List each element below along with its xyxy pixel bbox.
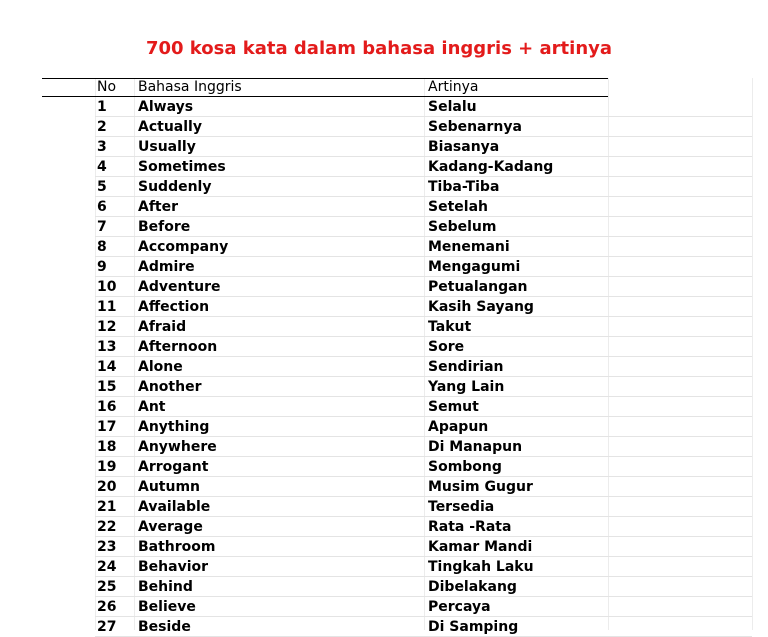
row-english-word: Behavior <box>138 559 209 575</box>
row-number: 4 <box>97 159 107 175</box>
row-meaning: Takut <box>428 319 472 335</box>
table-row <box>0 157 768 177</box>
row-meaning: Menemani <box>428 239 510 255</box>
row-english-word: Bathroom <box>138 539 216 555</box>
row-meaning: Tingkah Laku <box>428 559 534 575</box>
row-number: 10 <box>97 279 117 295</box>
row-number: 20 <box>97 479 117 495</box>
row-number: 15 <box>97 379 117 395</box>
row-meaning: Di Samping <box>428 619 519 635</box>
table-row <box>0 217 768 237</box>
row-meaning: Setelah <box>428 199 488 215</box>
row-number: 3 <box>97 139 107 155</box>
table-row <box>0 137 768 157</box>
table-row <box>0 477 768 497</box>
row-meaning: Sebelum <box>428 219 497 235</box>
row-english-word: Anywhere <box>138 439 217 455</box>
row-meaning: Sombong <box>428 459 502 475</box>
table-row <box>0 557 768 577</box>
table-row <box>0 357 768 377</box>
row-english-word: Admire <box>138 259 195 275</box>
table-row <box>0 277 768 297</box>
row-english-word: Usually <box>138 139 196 155</box>
row-english-word: Autumn <box>138 479 201 495</box>
table-row <box>0 237 768 257</box>
table-row <box>0 437 768 457</box>
header-english: Bahasa Inggris <box>138 79 242 95</box>
row-english-word: Affection <box>138 299 210 315</box>
table-row <box>0 197 768 217</box>
row-meaning: Apapun <box>428 419 489 435</box>
row-meaning: Sebenarnya <box>428 119 522 135</box>
table-row <box>0 117 768 137</box>
table-row <box>0 457 768 477</box>
row-meaning: Tiba-Tiba <box>428 179 500 195</box>
row-number: 8 <box>97 239 107 255</box>
row-english-word: Alone <box>138 359 183 375</box>
row-number: 27 <box>97 619 117 635</box>
row-english-word: Average <box>138 519 203 535</box>
row-meaning: Musim Gugur <box>428 479 533 495</box>
row-number: 22 <box>97 519 117 535</box>
row-english-word: Afternoon <box>138 339 218 355</box>
table-row <box>0 177 768 197</box>
row-number: 2 <box>97 119 107 135</box>
row-english-word: Suddenly <box>138 179 212 195</box>
header-meaning: Artinya <box>428 79 479 95</box>
table-row <box>0 517 768 537</box>
row-number: 9 <box>97 259 107 275</box>
table-row <box>0 597 768 617</box>
row-meaning: Selalu <box>428 99 477 115</box>
row-number: 23 <box>97 539 117 555</box>
row-english-word: Adventure <box>138 279 221 295</box>
row-english-word: Behind <box>138 579 193 595</box>
table-row <box>0 397 768 417</box>
row-number: 6 <box>97 199 107 215</box>
row-number: 5 <box>97 179 107 195</box>
row-meaning: Dibelakang <box>428 579 517 595</box>
row-number: 25 <box>97 579 117 595</box>
header-no: No <box>97 79 117 95</box>
row-meaning: Semut <box>428 399 479 415</box>
row-english-word: Always <box>138 99 194 115</box>
row-number: 12 <box>97 319 117 335</box>
row-english-word: Sometimes <box>138 159 226 175</box>
row-number: 19 <box>97 459 117 475</box>
row-english-word: Before <box>138 219 191 235</box>
table-row <box>0 617 768 637</box>
row-meaning: Tersedia <box>428 499 495 515</box>
row-meaning: Kadang-Kadang <box>428 159 554 175</box>
row-number: 18 <box>97 439 117 455</box>
row-english-word: Another <box>138 379 202 395</box>
table-row <box>0 537 768 557</box>
row-number: 17 <box>97 419 117 435</box>
table-row <box>0 257 768 277</box>
row-english-word: Accompany <box>138 239 229 255</box>
row-meaning: Mengagumi <box>428 259 521 275</box>
row-meaning: Di Manapun <box>428 439 523 455</box>
row-number: 11 <box>97 299 117 315</box>
row-english-word: After <box>138 199 179 215</box>
table-row <box>0 297 768 317</box>
row-number: 13 <box>97 339 117 355</box>
row-number: 21 <box>97 499 117 515</box>
row-meaning: Percaya <box>428 599 491 615</box>
row-english-word: Believe <box>138 599 196 615</box>
page-title: 700 kosa kata dalam bahasa inggris + artinya <box>145 38 613 59</box>
row-english-word: Arrogant <box>138 459 209 475</box>
row-meaning: Sore <box>428 339 465 355</box>
table-header <box>0 79 768 96</box>
row-meaning: Petualangan <box>428 279 528 295</box>
row-english-word: Available <box>138 499 211 515</box>
table-row <box>0 417 768 437</box>
table-row <box>0 377 768 397</box>
row-number: 1 <box>97 99 107 115</box>
row-number: 24 <box>97 559 117 575</box>
row-english-word: Afraid <box>138 319 187 335</box>
row-number: 26 <box>97 599 117 615</box>
row-number: 16 <box>97 399 117 415</box>
vocabulary-table <box>0 97 768 637</box>
row-english-word: Actually <box>138 119 202 135</box>
table-row <box>0 317 768 337</box>
row-english-word: Beside <box>138 619 191 635</box>
table-row <box>0 497 768 517</box>
row-meaning: Kamar Mandi <box>428 539 533 555</box>
row-english-word: Anything <box>138 419 210 435</box>
table-row <box>0 97 768 117</box>
row-number: 7 <box>97 219 107 235</box>
row-meaning: Rata -Rata <box>428 519 512 535</box>
row-meaning: Sendirian <box>428 359 504 375</box>
row-english-word: Ant <box>138 399 166 415</box>
row-meaning: Kasih Sayang <box>428 299 534 315</box>
row-number: 14 <box>97 359 117 375</box>
row-meaning: Biasanya <box>428 139 500 155</box>
table-row <box>0 337 768 357</box>
table-row <box>0 577 768 597</box>
row-meaning: Yang Lain <box>428 379 505 395</box>
